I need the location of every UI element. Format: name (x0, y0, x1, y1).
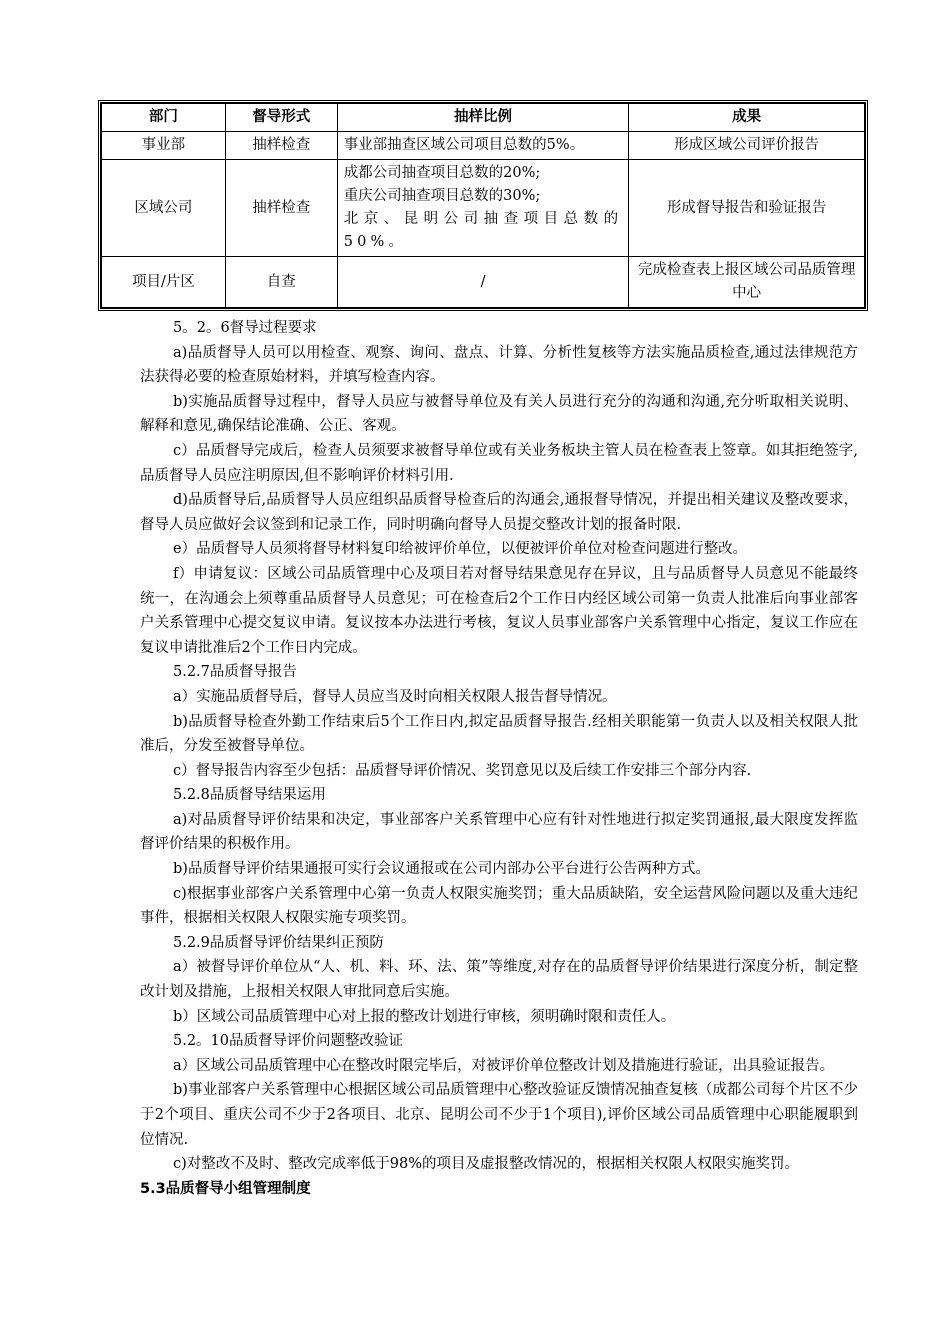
ratio-line: 重庆公司抽查项目总数的30%; (343, 188, 541, 204)
section-heading: 5.3品质督导小组管理制度 (140, 1180, 311, 1197)
ratio-line: 成都公司抽查项目总数的20%; (343, 165, 541, 181)
supervision-table-grid (101, 103, 865, 308)
body-paragraph: c）品质督导完成后，检查人员须要求被督导单位或有关业务板块主管人员在检查表上签章。如其拒绝签字,品质督导人员应注明原因,但不影响评价材料引用. (140, 442, 858, 484)
header-result: 成果 (629, 104, 865, 132)
table-row (102, 257, 865, 308)
subsection-heading: 5.2。10品质督导评价问题整改验证 (173, 1033, 404, 1050)
subsection-heading: 5.2.8品质督导结果运用 (173, 787, 326, 804)
table-row (102, 132, 865, 160)
body-paragraph: a)品质督导人员可以用检查、观察、询问、盘点、计算、分析性复核等方法实施品质检查,通过法律规范方法获得必要的检查原始材料，并填写检查内容。 (140, 344, 858, 386)
subsection-heading: 5.2.9品质督导评价结果纠正预防 (173, 934, 384, 951)
subsection-heading: 5。2。6督导过程要求 (173, 320, 317, 336)
body-paragraph: a）实施品质督导后，督导人员应当及时向相关权限人报告督导情况。 (173, 688, 617, 705)
cell-result: 完成检查表上报区域公司品质管理中心 (629, 257, 865, 308)
cell-result: 形成区域公司评价报告 (629, 132, 865, 160)
cell-result: 形成督导报告和验证报告 (629, 160, 865, 257)
body-paragraph: b)品质督导检查外勤工作结束后5个工作日内,拟定品质督导报告.经相关职能第一负责人以及相关权限人批准后，分发至被督导单位。 (140, 713, 858, 755)
body-paragraph: c)对整改不及时、整改完成率低于98%的项目及虚报整改情况的，根据相关权限人权限实施奖罚。 (173, 1156, 800, 1173)
body-paragraph: f）申请复议：区域公司品质管理中心及项目若对督导结果意见存在异议，且与品质督导人员意见不能最终统一，在沟通会上须尊重品质督导人员意见；可在检查后2个工作日内经区域公司第一负责人批准后向事业部客户关系管理中心提交复议申请。复议按本办法进行考核，复议人员事业部客户关系管理中心指定，复议工作应在复议申请批准后2个工作日内完成。 (140, 565, 858, 656)
supervision-table (98, 100, 868, 311)
ratio-line: 事业部抽查区域公司项目总数的5%。 (343, 137, 585, 153)
body-paragraph: b)实施品质督导过程中，督导人员应与被督导单位及有关人员进行充分的沟通和沟通,充分听取相关说明、解释和意见,确保结论准确、公正、客观。 (140, 393, 858, 435)
document-body (140, 316, 858, 1201)
header-form: 督导形式 (225, 104, 337, 132)
body-paragraph: a）区域公司品质管理中心在整改时限完毕后，对被评价单位整改计划及措施进行验证，出具验证报告。 (173, 1057, 835, 1074)
cell-dept: 事业部 (102, 132, 226, 160)
subsection-heading: 5.2.7品质督导报告 (173, 664, 297, 681)
cell-dept: 区域公司 (102, 160, 226, 257)
body-paragraph: a）被督导评价单位从“人、机、料、环、法、策”等维度,对存在的品质督导评价结果进行深度分析，制定整改计划及措施，上报相关权限人审批同意后实施。 (140, 959, 858, 1001)
header-ratio: 抽样比例 (337, 104, 629, 132)
body-paragraph: d)品质督导后,品质督导人员应组织品质督导检查后的沟通会,通报督导情况，并提出相关建议及整改要求，督导人员应做好会议签到和记录工作，同时明确向督导人员提交整改计划的报备时限. (140, 492, 858, 533)
cell-ratio (337, 257, 629, 308)
body-paragraph: c）督导报告内容至少包括：品质督导评价情况、奖罚意见以及后续工作安排三个部分内容. (173, 762, 752, 779)
body-paragraph: c)根据事业部客户关系管理中心第一负责人权限实施奖罚；重大品质缺陷，安全运营风险问题以及重大违纪事件，根据相关权限人权限实施专项奖罚。 (140, 885, 858, 927)
table-row (102, 160, 865, 257)
cell-form: 抽样检查 (225, 160, 337, 257)
table-header-row (102, 104, 865, 132)
cell-dept: 项目/片区 (102, 257, 226, 308)
cell-form: 自查 (225, 257, 337, 308)
body-paragraph: e）品质督导人员须将督导材料复印给被评价单位，以便被评价单位对检查问题进行整改。 (173, 541, 748, 558)
cell-ratio (337, 132, 629, 160)
cell-form: 抽样检查 (225, 132, 337, 160)
ratio-line: / (480, 273, 486, 290)
body-paragraph: b）区域公司品质管理中心对上报的整改计划进行审核，须明确时限和责任人。 (173, 1008, 676, 1025)
ratio-line: 北京、昆明公司抽查项目总数的50%。 (343, 211, 623, 250)
cell-ratio (337, 160, 629, 257)
body-paragraph: a)对品质督导评价结果和决定，事业部客户关系管理中心应有针对性地进行拟定奖罚通报,最大限度发挥监督评价结果的积极作用。 (140, 811, 858, 853)
header-dept: 部门 (102, 104, 226, 132)
body-paragraph: b)事业部客户关系管理中心根据区域公司品质管理中心整改验证反馈情况抽查复核（成都公司每个片区不少于2个项目、重庆公司不少于2各项目、北京、昆明公司不少于1个项目),评价区域公司品质管理中心职能履职到位情况. (140, 1082, 858, 1148)
body-paragraph: b)品质督导评价结果通报可实行会议通报或在公司内部办公平台进行公告两种方式。 (173, 861, 710, 878)
